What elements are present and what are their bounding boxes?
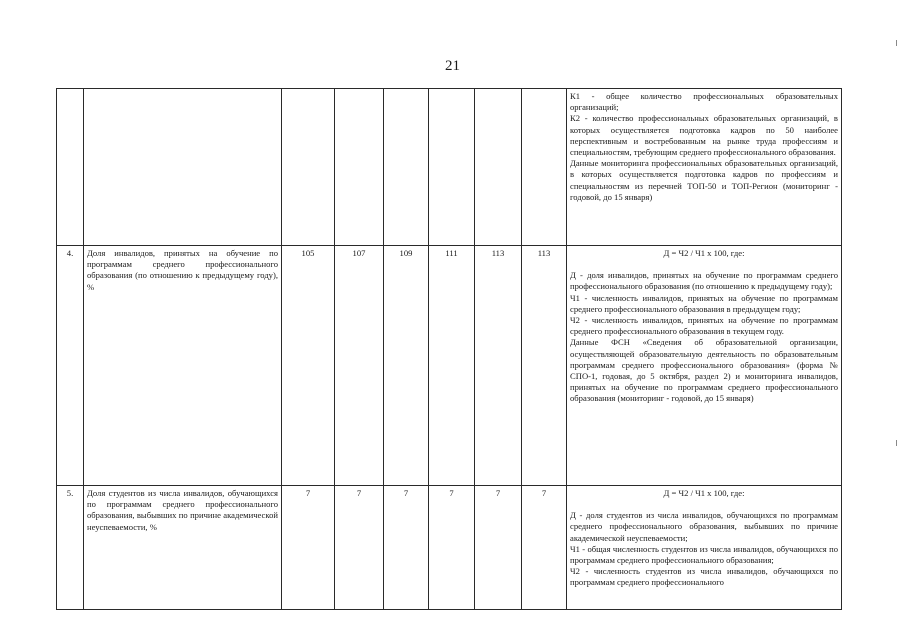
value-cell	[384, 89, 429, 246]
row-number: 4.	[57, 246, 84, 486]
value-cell: 113	[475, 246, 522, 486]
value-cell: 107	[335, 246, 384, 486]
methodology-cell	[567, 89, 842, 246]
description-line: Д - доля инвалидов, принятых на обучение по программам среднего профессионального образования (по отношению к предыдущему году);	[570, 270, 838, 292]
value-cell: 7	[475, 486, 522, 610]
methodology-cell	[567, 246, 842, 486]
row-number	[57, 89, 84, 246]
scan-artifact	[896, 40, 897, 46]
methodology-cell	[567, 486, 842, 610]
description-line: Данные ФСН «Сведения об образовательной организации, осуществляющей образовательную деятельность по образовательным программам среднего профессионального образования» (форма № СПО-1, годовая, до 5 октября, раздел 2) и мониторинга инвалидов, принятых на обучение по программам среднего профессионального образования (мониторинг - годовой, до 15 января)	[570, 337, 838, 404]
value-cell: 111	[429, 246, 475, 486]
value-cell	[429, 89, 475, 246]
table-row	[57, 89, 842, 246]
description-line: Ч1 - общая численность студентов из числа инвалидов, обучающихся по программам среднего профессионального образования;	[570, 543, 838, 566]
description-line: Данные мониторинга профессиональных образовательных организаций, в которых осуществляется подготовка кадров по профессиям и специальностям из перечней ТОП-50 и ТОП-Регион (мониторинг - годовой, до 15 января)	[570, 158, 838, 202]
value-cell: 7	[384, 486, 429, 610]
table-row	[57, 246, 842, 486]
value-cell	[335, 89, 384, 246]
description-line: Ч2 - численность студентов из числа инвалидов, обучающихся по программам среднего профессионального	[570, 566, 838, 588]
indicator-name	[84, 89, 282, 246]
value-cell: 7	[429, 486, 475, 610]
value-cell: 7	[335, 486, 384, 610]
description-line: К2 - количество профессиональных образовательных организаций, в которых осуществляется подготовка кадров по 50 наиболее перспективным и востребованным на рынке труда профессиям и специальностям, требующим среднего профессионального образования.	[570, 113, 838, 158]
scan-artifact	[896, 440, 897, 446]
row-number: 5.	[57, 486, 84, 610]
indicator-name: Доля студентов из числа инвалидов, обучающихся по программам среднего профессионального образования, выбывших по причине академической неуспеваемости, %	[84, 486, 282, 610]
value-cell: 7	[282, 486, 335, 610]
value-cell	[522, 89, 567, 246]
indicator-name: Доля инвалидов, принятых на обучение по программам среднего профессионального образования (по отношению к предыдущему году), %	[84, 246, 282, 486]
page-number: 21	[445, 58, 460, 74]
value-cell: 113	[522, 246, 567, 486]
formula: Д = Ч2 / Ч1 х 100, где:	[663, 488, 745, 498]
description-line: Ч1 - численность инвалидов, принятых на обучение по программам среднего профессионального образования в предыдущем году;	[570, 292, 838, 314]
indicators-table	[56, 88, 842, 610]
value-cell: 105	[282, 246, 335, 486]
value-cell	[282, 89, 335, 246]
description-line: Ч2 - численность инвалидов, принятых на обучение по программам среднего профессионального образования в текущем году.	[570, 315, 838, 337]
description-line: Д - доля студентов из числа инвалидов, обучающихся по программам среднего профессионального образования, выбывших по причине академической неуспеваемости;	[570, 510, 838, 543]
value-cell	[475, 89, 522, 246]
value-cell: 7	[522, 486, 567, 610]
description-line: К1 - общее количество профессиональных образовательных организаций;	[570, 91, 838, 113]
formula: Д = Ч2 / Ч1 х 100, где:	[663, 248, 745, 258]
table-row	[57, 486, 842, 610]
value-cell: 109	[384, 246, 429, 486]
